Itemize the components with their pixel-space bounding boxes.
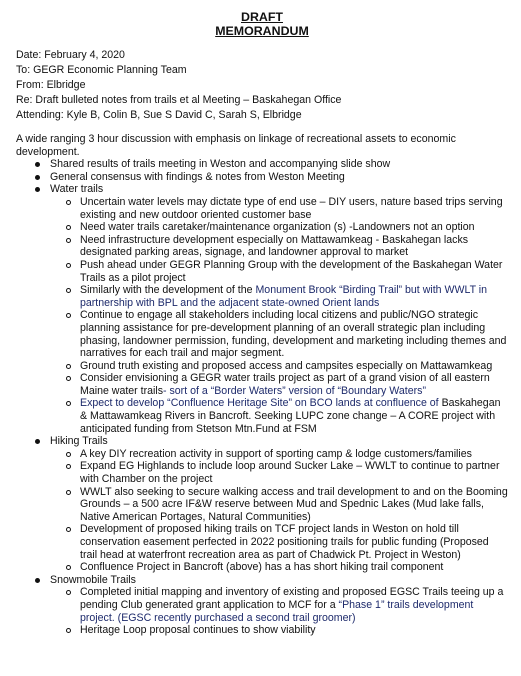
hollow-bullet-icon bbox=[66, 452, 71, 457]
sub-item bbox=[16, 523, 508, 561]
memo-page bbox=[16, 10, 508, 637]
hollow-bullet-icon bbox=[66, 288, 71, 293]
sub-item bbox=[16, 586, 508, 624]
sub-item bbox=[16, 196, 508, 221]
sub-item-text-continued: “Phase 1” trails development project. (EGSC recently purchased a second trail groomer) bbox=[80, 598, 474, 624]
hollow-bullet-icon bbox=[66, 527, 71, 532]
hollow-bullet-icon bbox=[66, 376, 71, 381]
sub-item-text: Need water trails caretaker/maintenance organization (s) -Landowners not an option bbox=[80, 221, 475, 234]
sub-item-text: Completed initial mapping and inventory of existing and proposed EGSC Trails teeing up a pending Club generated grant application to MCF for a bbox=[80, 586, 504, 611]
bullet-icon bbox=[35, 578, 40, 583]
header-to: To: GEGR Economic Planning Team bbox=[16, 64, 187, 76]
sub-item bbox=[16, 309, 508, 359]
sub-list bbox=[50, 196, 508, 435]
header-re: Re: Draft bulleted notes from trails et al Meeting – Baskahegan Office bbox=[16, 94, 342, 106]
sub-item-text-continued: Monument Brook “Birding Trail” but with WWLT in partnership with BPL and the adjacent state-owned Orient lands bbox=[80, 284, 488, 309]
sub-item-text: Ground truth existing and proposed access and campsites especially on Mattawamkeag bbox=[80, 359, 493, 372]
snowmobile-trails-section bbox=[16, 574, 508, 637]
section-label: Hiking Trails bbox=[50, 435, 108, 448]
sub-item-text: WWLT also seeking to secure walking access and trail development to and on the Booming Grounds – a 500 acre IF&W reserve between Mud and Spednic Lakes (Mud lake falls, Native American Portages, Natural Communities) bbox=[80, 485, 508, 523]
sub-item bbox=[16, 221, 508, 234]
hollow-bullet-icon bbox=[66, 490, 71, 495]
bullet-icon bbox=[35, 439, 40, 444]
list-item bbox=[16, 158, 508, 171]
hollow-bullet-icon bbox=[66, 464, 71, 469]
sub-item-text: Uncertain water levels may dictate type of end use – DIY users, nature based trips serving existing and new outdoor oriented customer base bbox=[80, 195, 503, 221]
sub-item-text-continued: - sort of a “Border Waters” version of “Boundary Waters” bbox=[163, 384, 426, 397]
sub-item bbox=[16, 234, 508, 259]
sub-item bbox=[16, 397, 508, 435]
hollow-bullet-icon bbox=[66, 401, 71, 406]
sub-item-text: Similarly with the development of the bbox=[80, 284, 253, 297]
sub-item bbox=[16, 448, 508, 461]
hiking-trails-section bbox=[16, 435, 508, 574]
header-attending: Attending: Kyle B, Colin B, Sue S David C, Sarah S, Elbridge bbox=[16, 109, 302, 121]
header-date: Date: February 4, 2020 bbox=[16, 49, 125, 61]
sub-item-text: Push ahead under GEGR Planning Group with the development of the Baskahegan Water Trails as a pilot project bbox=[80, 258, 503, 284]
sub-item-text: Consider envisioning a GEGR water trails project as part of a grand vision of all eastern Maine water trails bbox=[80, 372, 490, 397]
section-label: Water trails bbox=[50, 183, 104, 196]
hollow-bullet-icon bbox=[66, 313, 71, 318]
sub-item bbox=[16, 561, 508, 574]
hollow-bullet-icon bbox=[66, 238, 71, 243]
sub-item-text: Heritage Loop proposal continues to show viability bbox=[80, 624, 316, 637]
sub-item-text: Continue to engage all stakeholders including local citizens and public/NGO strategic planning assistance for pre-development planning of an overall strategic plan including phasing, landowner permission, funding, development and marketing including themes and narratives for each trail and major segment. bbox=[80, 309, 507, 360]
list-item bbox=[16, 171, 508, 184]
sub-item-text: Need infrastructure development especially on Mattawamkeag - Baskahegan lacks designated parking areas, signage, and landowner approval to market bbox=[80, 233, 469, 259]
hollow-bullet-icon bbox=[66, 628, 71, 633]
sub-item bbox=[16, 284, 508, 309]
hollow-bullet-icon bbox=[66, 364, 71, 369]
water-trails-section bbox=[16, 183, 508, 435]
memo-title bbox=[16, 10, 508, 38]
sub-item-text: A key DIY recreation activity in support of sporting camp & lodge customers/families bbox=[80, 447, 472, 460]
title-draft: DRAFT bbox=[241, 10, 283, 24]
hollow-bullet-icon bbox=[66, 565, 71, 570]
list-item-text: Shared results of trails meeting in Weston and accompanying slide show bbox=[50, 158, 391, 171]
sub-list bbox=[50, 448, 508, 574]
sub-item bbox=[16, 460, 508, 485]
sub-item-text-continued: Baskahegan & Mattawamkeag Rivers in Bancroft. Seeking LUPC zone change – A CORE project with anticipated funding from Stetson Mtn.Fund at FSM bbox=[80, 397, 501, 435]
sub-item bbox=[16, 624, 508, 637]
section-label: Snowmobile Trails bbox=[50, 573, 136, 586]
memo-header bbox=[16, 48, 508, 123]
sub-item-text: Expect to develop “Confluence Heritage Site” on BCO lands at confluence of bbox=[80, 397, 439, 410]
sub-item-text: Development of proposed hiking trails on TCF project lands in Weston on hold till conservation easement perfected in 2022 positioning trails for public funding (Proposed trail head at waterfront recreation area as part of Chadwick Pt. Project in Weston) bbox=[80, 523, 489, 561]
intro-paragraph: A wide ranging 3 hour discussion with emphasis on linkage of recreational assets to economic development. bbox=[16, 133, 456, 158]
bullet-list bbox=[16, 158, 508, 637]
sub-item-text: Expand EG Highlands to include loop around Sucker Lake – WWLT to continue to partner with Chamber on the project bbox=[80, 460, 500, 486]
sub-item-text: Confluence Project in Bancroft (above) has a has short hiking trail component bbox=[80, 561, 444, 574]
sub-item bbox=[16, 486, 508, 524]
title-memorandum: MEMORANDUM bbox=[215, 24, 309, 38]
bullet-icon bbox=[35, 162, 40, 167]
bullet-icon bbox=[35, 187, 40, 192]
sub-item bbox=[16, 372, 508, 397]
list-item-text: General consensus with findings & notes from Weston Meeting bbox=[50, 170, 345, 183]
header-from: From: Elbridge bbox=[16, 79, 86, 91]
bullet-icon bbox=[35, 175, 40, 180]
hollow-bullet-icon bbox=[66, 225, 71, 230]
hollow-bullet-icon bbox=[66, 263, 71, 268]
hollow-bullet-icon bbox=[66, 200, 71, 205]
sub-item bbox=[16, 360, 508, 373]
hollow-bullet-icon bbox=[66, 590, 71, 595]
sub-item bbox=[16, 259, 508, 284]
sub-list bbox=[50, 586, 508, 636]
